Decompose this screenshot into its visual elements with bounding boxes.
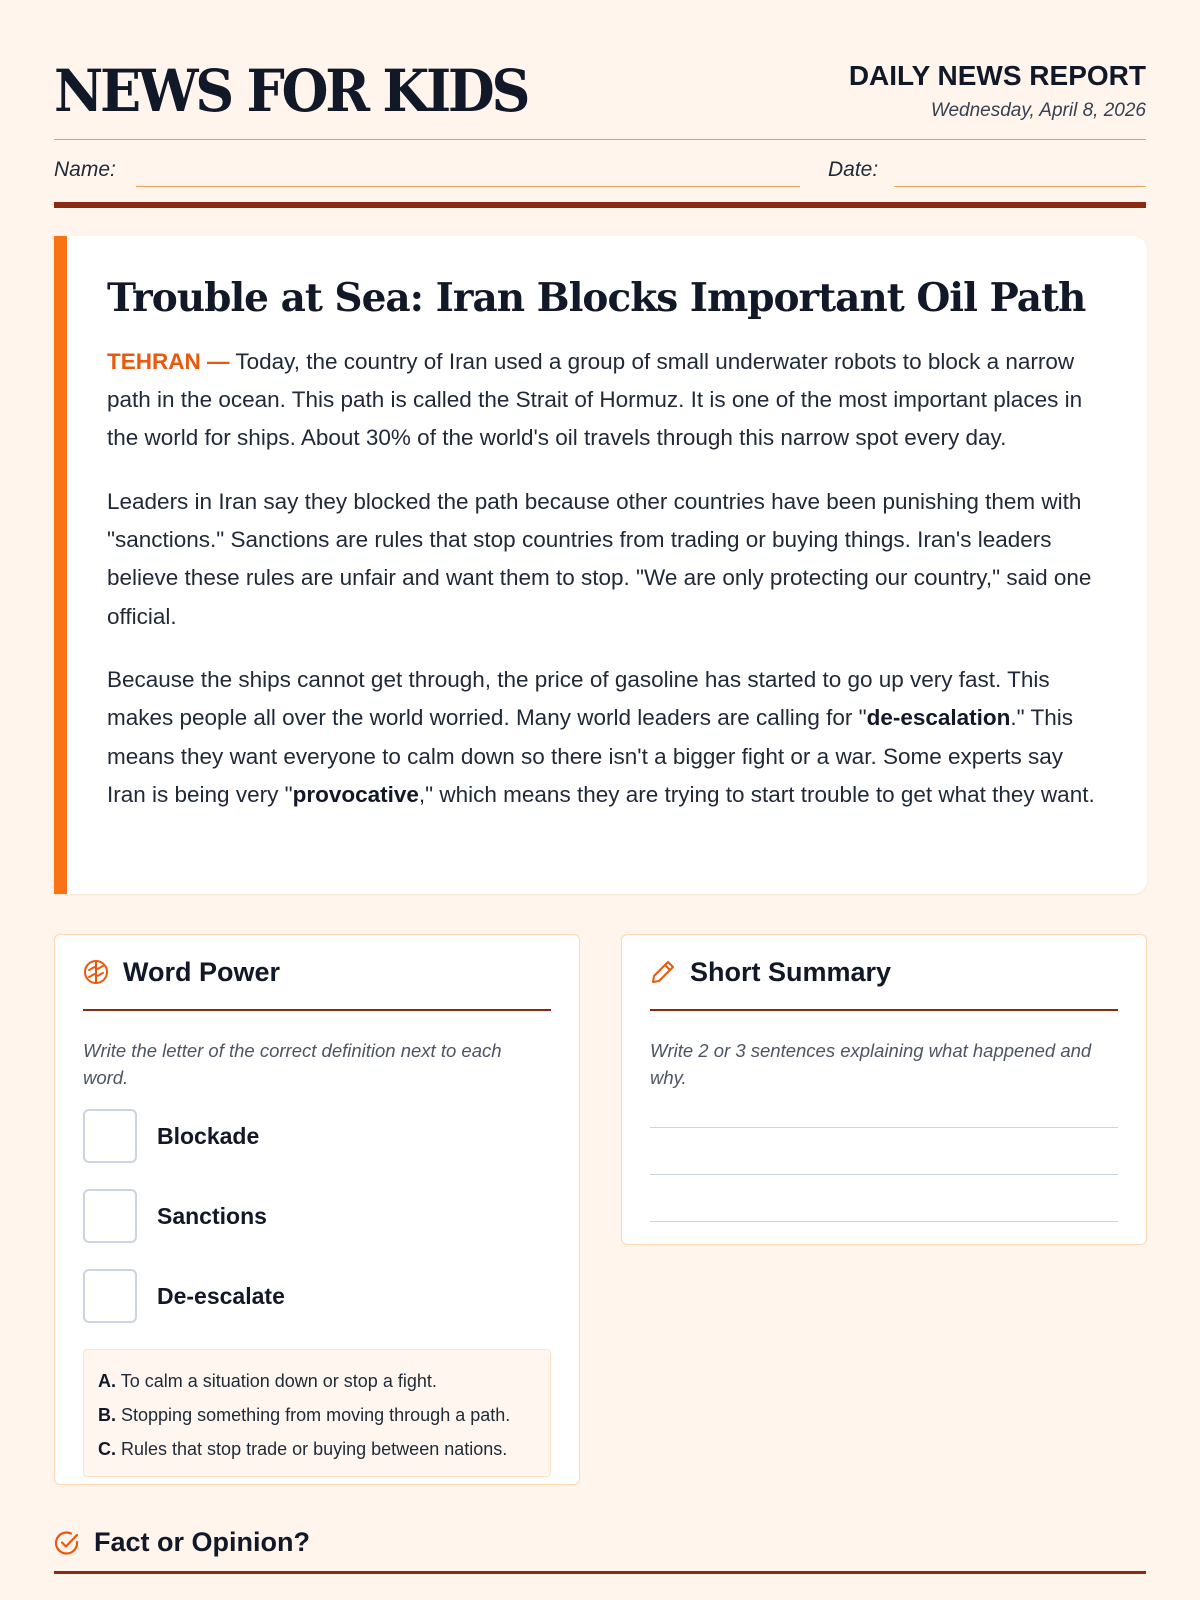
summary-instructions: Write 2 or 3 sentences explaining what happened and why. xyxy=(650,1040,1092,1088)
definition-text: To calm a situation down or stop a fight. xyxy=(120,1371,437,1391)
answer-box-sanctions[interactable] xyxy=(83,1189,137,1243)
page-header xyxy=(54,0,1146,140)
definition-text: Stopping something from moving through a path. xyxy=(121,1405,511,1425)
word-power-header xyxy=(83,935,551,1011)
header-divider xyxy=(54,202,1146,208)
term-de-escalation: de-escalation xyxy=(866,705,1011,731)
definition-letter: B. xyxy=(98,1405,116,1425)
article-dateline: TEHRAN — xyxy=(107,348,230,374)
definition-text: Rules that stop trade or buying between nations. xyxy=(121,1439,508,1459)
vocab-word: Sanctions xyxy=(157,1202,267,1229)
answer-box-de-escalate[interactable] xyxy=(83,1269,137,1323)
short-summary-title: Short Summary xyxy=(690,956,892,987)
masthead-title: NEWS FOR KIDS xyxy=(54,57,528,125)
definition-letter: C. xyxy=(98,1439,116,1459)
word-row xyxy=(83,1109,551,1163)
article-paragraph-1 xyxy=(107,343,1105,458)
name-date-row xyxy=(54,140,1146,210)
paragraph-1-text: Today, the country of Iran used a group of small underwater robots to block a narrow path in the ocean. This path is called the Strait of Hormuz. It is one of the most important places in the world for ships. About 30% of the world's oil travels through this narrow spot every day. xyxy=(107,348,1083,451)
article-headline: Trouble at Sea: Iran Blocks Important Oil Path xyxy=(107,275,1086,321)
word-power-card xyxy=(54,934,580,1485)
report-title: DAILY NEWS REPORT xyxy=(848,60,1146,91)
term-provocative: provocative xyxy=(292,781,419,807)
article-paragraph-2: Leaders in Iran say they blocked the path because other countries have been punishing them with "sanctions." Sanctions are rules that stop countries from trading or buying things. Iran's leaders believe these rules are unfair and want them to stop. "We are only protecting our country," said one official. xyxy=(107,488,1092,629)
vocab-word: De-escalate xyxy=(157,1282,285,1309)
name-label: Name: xyxy=(54,158,116,181)
date-label: Date: xyxy=(828,158,879,181)
report-date: Wednesday, April 8, 2026 xyxy=(930,100,1146,122)
summary-writing-line[interactable] xyxy=(650,1174,1118,1175)
paragraph-3-text-b: ." This means they want everyone to calm down so there isn't a bigger fight or a war. Some experts say Iran is being very " xyxy=(107,705,1073,807)
news-article xyxy=(54,236,1147,894)
definitions-box xyxy=(83,1349,551,1477)
answer-box-blockade[interactable] xyxy=(83,1109,137,1163)
article-paragraph-3 xyxy=(107,661,1105,814)
word-row xyxy=(83,1189,551,1243)
summary-writing-line[interactable] xyxy=(650,1221,1118,1222)
fact-opinion-title: Fact or Opinion? xyxy=(94,1527,310,1557)
short-summary-header xyxy=(650,935,1118,1011)
word-power-instructions: Write the letter of the correct definition next to each word. xyxy=(83,1040,502,1088)
definition-item xyxy=(98,1398,536,1432)
definition-letter: A. xyxy=(98,1371,116,1391)
fact-opinion-header xyxy=(54,1514,1146,1574)
paragraph-3-text-a: Because the ships cannot get through, the price of gasoline has started to go up very fast. This makes people all over the world worried. Many world leaders are calling for " xyxy=(107,666,1050,731)
word-row xyxy=(83,1269,551,1323)
date-field[interactable] xyxy=(894,186,1146,187)
paragraph-3-text-c: ," which means they are trying to start trouble to get what they want. xyxy=(418,781,1095,807)
definition-item xyxy=(98,1432,536,1466)
short-summary-card xyxy=(621,934,1147,1245)
pencil-icon xyxy=(650,959,676,985)
summary-writing-line[interactable] xyxy=(650,1127,1118,1128)
brain-icon xyxy=(83,959,109,985)
report-info xyxy=(849,60,1146,122)
word-power-title: Word Power xyxy=(123,956,281,987)
vocab-word: Blockade xyxy=(157,1122,260,1149)
name-field[interactable] xyxy=(136,186,800,187)
check-circle-icon xyxy=(54,1530,80,1556)
definition-item xyxy=(98,1364,536,1398)
